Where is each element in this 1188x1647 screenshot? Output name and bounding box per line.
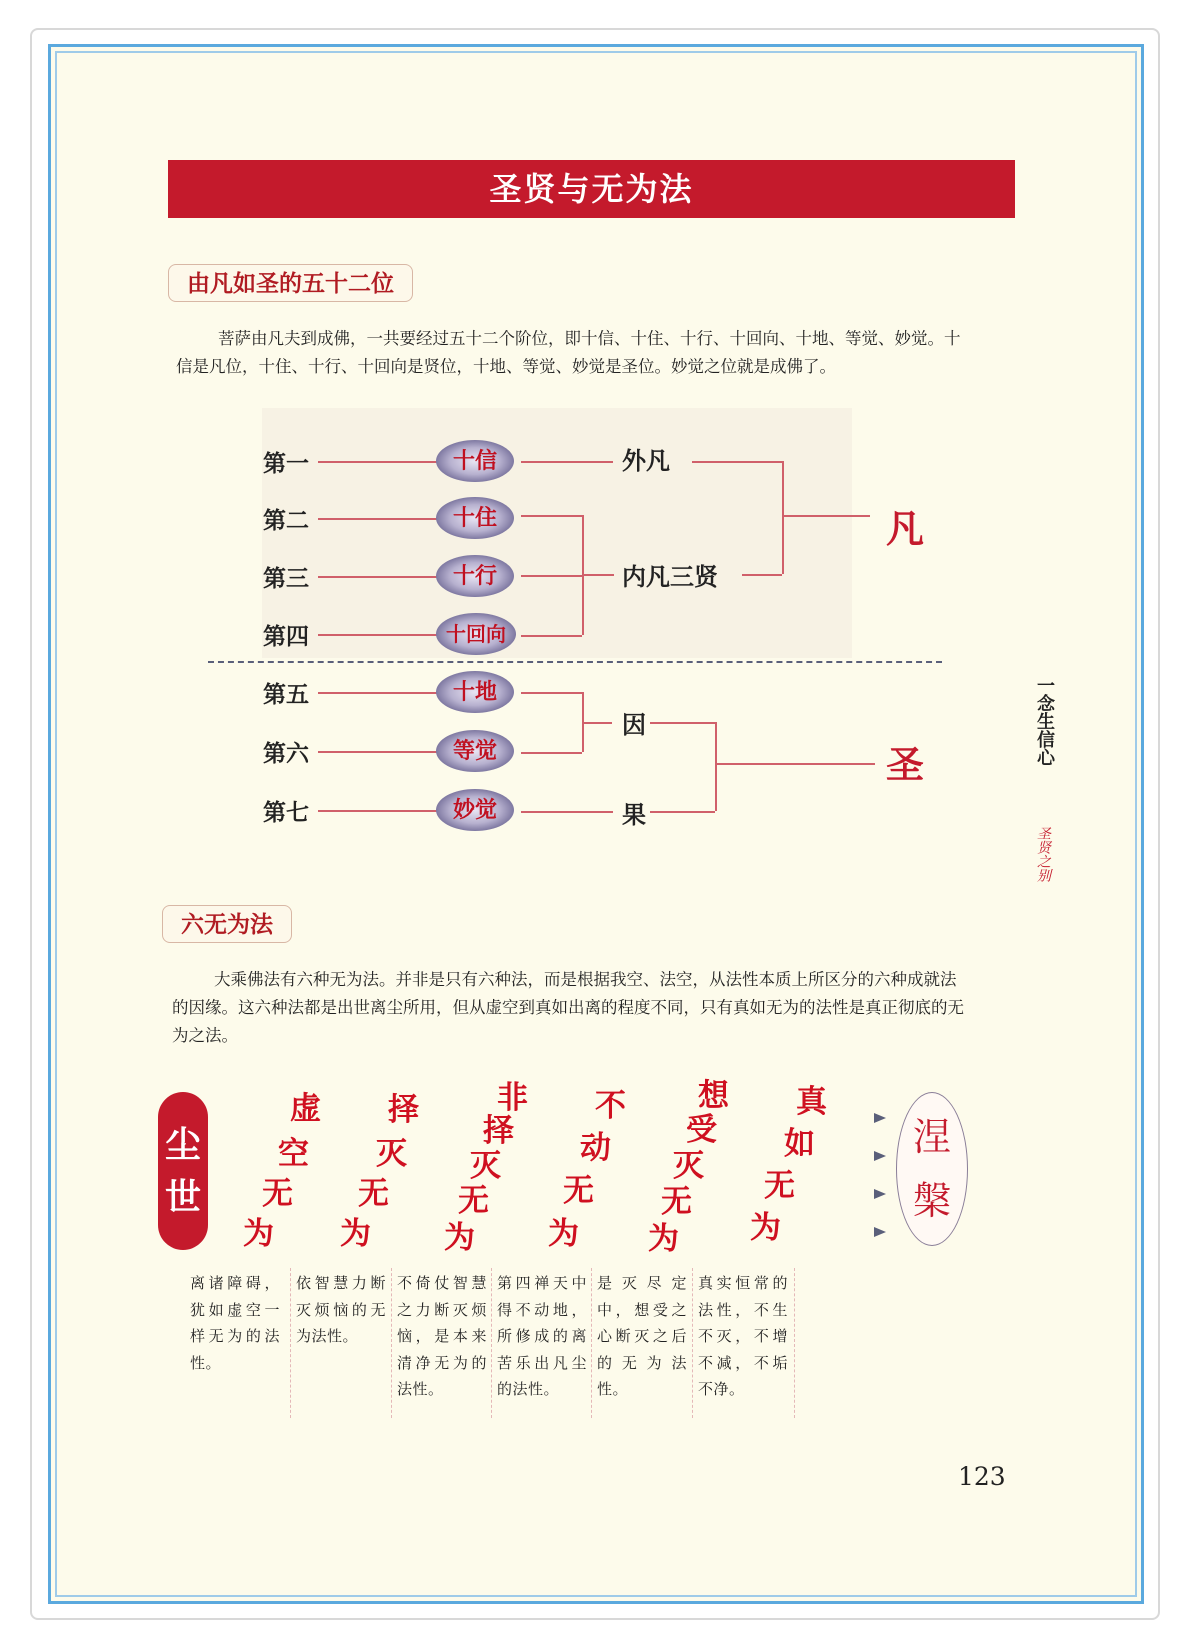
wuwei-char: 如 xyxy=(784,1126,815,1162)
connector xyxy=(782,461,784,574)
stage-connector-line xyxy=(318,810,440,812)
connector xyxy=(692,461,782,463)
description-separator xyxy=(491,1268,492,1418)
shi-char: 世 xyxy=(164,1176,201,1218)
wuwei-char: 想 xyxy=(698,1078,729,1114)
wuwei-char: 无 xyxy=(262,1176,293,1212)
category-fan: 凡 xyxy=(886,506,925,551)
wuwei-char: 为 xyxy=(340,1216,371,1252)
description-separator xyxy=(591,1268,592,1418)
arrow-icon xyxy=(874,1227,886,1237)
connector xyxy=(521,515,582,517)
stage-oval: 十住 xyxy=(436,497,514,539)
stage-connector-line xyxy=(318,518,440,520)
arrow-icon xyxy=(874,1113,886,1123)
stage-level-label: 第一 xyxy=(263,450,309,477)
wuwei-char: 不 xyxy=(595,1088,626,1124)
wuwei-char: 受 xyxy=(686,1112,717,1148)
stage-oval: 妙觉 xyxy=(436,789,514,831)
chen-shi-badge xyxy=(158,1092,208,1250)
wuwei-char: 为 xyxy=(648,1221,679,1257)
category-sheng: 圣 xyxy=(886,742,925,787)
stage-connector-line xyxy=(318,461,440,463)
connector xyxy=(521,811,613,813)
description-separator xyxy=(391,1268,392,1418)
stage-oval: 十行 xyxy=(436,555,514,597)
stage-level-label: 第二 xyxy=(263,507,309,534)
stage-oval: 等觉 xyxy=(436,730,514,772)
stage-level-label: 第四 xyxy=(263,623,309,650)
page-number: 123 xyxy=(958,1462,1006,1491)
wuwei-char: 灭 xyxy=(673,1148,704,1184)
wuwei-char: 无 xyxy=(563,1173,594,1209)
wuwei-description: 真实恒常的法性，不生不灭，不增不减，不垢不净。 xyxy=(698,1274,788,1398)
wuwei-char: 非 xyxy=(497,1080,528,1116)
fan-sheng-divider xyxy=(208,661,942,663)
page-title: 圣贤与无为法 xyxy=(168,160,1015,218)
stage-level-label: 第七 xyxy=(263,799,309,826)
wuwei-char: 为 xyxy=(243,1216,274,1252)
wuwei-description: 离诸障碍，犹如虚空一样无为的法性。 xyxy=(190,1274,280,1372)
connector xyxy=(521,692,582,694)
connector xyxy=(650,722,715,724)
wuwei-char: 空 xyxy=(278,1136,309,1172)
description-separator xyxy=(692,1268,693,1418)
stage-level-label: 第五 xyxy=(263,681,309,708)
group-outer-fan: 外凡 xyxy=(622,446,670,475)
stage-connector-line xyxy=(318,692,440,694)
wuwei-description: 第四禅天中得不动地，所修成的离苦乐出凡尘的法性。 xyxy=(497,1274,587,1398)
wuwei-char: 无 xyxy=(358,1176,389,1212)
description-separator xyxy=(290,1268,291,1418)
nirvana-oval xyxy=(896,1092,968,1246)
description-separator xyxy=(794,1268,795,1418)
connector xyxy=(521,575,582,577)
wuwei-char: 真 xyxy=(796,1084,827,1120)
connector xyxy=(582,574,614,576)
wuwei-char: 无 xyxy=(661,1184,692,1220)
stage-oval: 十信 xyxy=(436,440,514,482)
stage-level-label: 第六 xyxy=(263,740,309,767)
wuwei-description: 不倚仗智慧之力断灭烦恼，是本来清净无为的法性。 xyxy=(397,1274,487,1398)
connector xyxy=(521,461,613,463)
chen-char: 尘 xyxy=(164,1124,201,1166)
wuwei-char: 无 xyxy=(458,1183,489,1219)
wuwei-char: 择 xyxy=(388,1092,419,1128)
connector xyxy=(521,635,582,637)
arrow-icon xyxy=(874,1189,886,1199)
wuwei-char: 动 xyxy=(580,1130,611,1166)
connector xyxy=(521,752,582,754)
section-label-fifty-two-stages: 由凡如圣的五十二位 xyxy=(168,264,413,302)
connector xyxy=(650,811,715,813)
wuwei-char: 为 xyxy=(444,1220,475,1256)
stage-connector-line xyxy=(318,751,440,753)
stage-oval: 十回向 xyxy=(436,613,516,655)
nirvana-char: 涅 xyxy=(912,1115,951,1159)
wuwei-char: 虚 xyxy=(290,1091,321,1127)
connector xyxy=(582,722,612,724)
wuwei-char: 为 xyxy=(548,1216,579,1252)
nirvana-char: 槃 xyxy=(912,1179,951,1223)
section-label-six-wuwei: 六无为法 xyxy=(162,905,292,943)
stage-connector-line xyxy=(318,576,440,578)
wuwei-char: 灭 xyxy=(470,1148,501,1184)
stage-oval: 十地 xyxy=(436,671,514,713)
wuwei-description: 依智慧力断灭烦恼的无为法性。 xyxy=(296,1274,386,1345)
wuwei-char: 择 xyxy=(483,1113,514,1149)
arrow-icon xyxy=(874,1151,886,1161)
stage-level-label: 第三 xyxy=(263,565,309,592)
wuwei-description: 是灭尽定中，想受之心断灭之后的无为法性。 xyxy=(597,1274,687,1398)
wuwei-char: 为 xyxy=(750,1210,781,1246)
group-cause: 因 xyxy=(622,710,646,739)
stages-diagram-background xyxy=(262,408,852,658)
connector xyxy=(715,763,875,765)
section2-paragraph: 大乘佛法有六种无为法。并非是只有六种法，而是根据我空、法空，从法性本质上所区分的六种成就法的因缘。这六种法都是出世离尘所用，但从虚空到真如出离的程度不同，只有真如无为的法性是真正彻底的无为之法。 xyxy=(172,970,964,1045)
stage-connector-line xyxy=(318,634,440,636)
side-section-title: 圣贤之别 xyxy=(1035,826,1051,882)
group-inner-fan: 内凡三贤 xyxy=(622,562,718,591)
connector xyxy=(715,722,717,811)
side-chapter-title: 一念生信心 xyxy=(1034,676,1055,766)
connector xyxy=(782,515,870,517)
wuwei-char: 无 xyxy=(764,1168,795,1204)
group-effect: 果 xyxy=(622,800,646,829)
section1-paragraph: 菩萨由凡夫到成佛，一共要经过五十二个阶位，即十信、十住、十行、十回向、十地、等觉、妙觉。十信是凡位，十住、十行、十回向是贤位，十地、等觉、妙觉是圣位。妙觉之位就是成佛了。 xyxy=(176,329,961,376)
connector xyxy=(742,574,782,576)
wuwei-char: 灭 xyxy=(376,1136,407,1172)
